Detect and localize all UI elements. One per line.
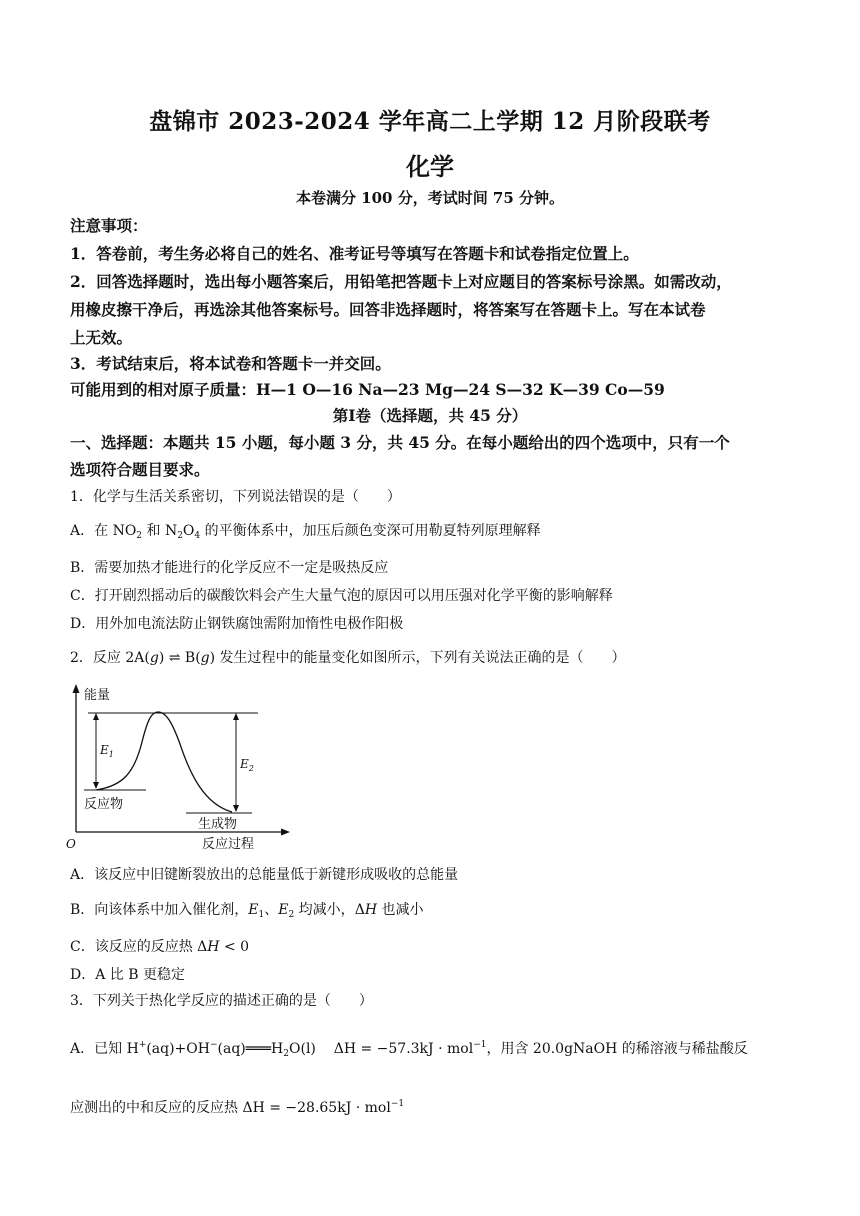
q1-a-mid: 和 [142,523,165,539]
e1-arrow-head-bottom [93,782,99,789]
q3-option-a-line-1 [70,1038,794,1059]
q3-a-line2-delta-h: ΔH = −28.65kJ · mol$^{-1}$ [242,1099,405,1116]
reactant-label: 反应物 [84,797,124,812]
symbol-delta-h: ΔH [354,902,378,918]
q3-a-suffix: ，用含 20.0gNaOH 的稀溶液与稀盐酸反 [486,1041,748,1057]
q1-option-c: C．打开剧烈摇动后的碳酸饮料会产生大量气泡的原因可以用压强对化学平衡的影响解释 [70,588,613,604]
q2-b-prefix: B．向该体系中加入催化剂， [70,902,249,918]
q3-a-delta-h: ΔH = −57.3kJ · mol$^{-1}$ [333,1040,487,1057]
section-instructions-line-2: 选项符合题目要求。 [70,460,210,479]
q2-option-c [70,936,794,956]
formula-no2: $NO_2$ [112,523,143,541]
subject-title: 化学 [406,152,454,181]
q1-a-suffix: 的平衡体系中，加压后颜色变深可用勒夏特列原理解释 [200,523,541,539]
x-axis-label: 反应过程 [202,837,255,852]
symbol-e1: $E_1$ [248,902,265,920]
q2-stem-prefix: 2．反应 [70,650,126,666]
q2-option-d: D．A 比 B 更稳定 [70,967,185,983]
energy-diagram [62,682,292,852]
q2-c-prefix: C．该反应的反应热 [70,939,198,955]
e2-arrow-head-bottom [233,805,239,812]
volume-title: 第Ⅰ卷（选择题，共 45 分） [332,406,528,425]
notice-item-2-line-1: 2．回答选择题时，选出每小题答案后，用铅笔把答题卡上对应题目的答案标号涂黑。如需改动， [70,272,732,291]
expr-delta-h-less-zero: ΔH < 0 [197,939,250,955]
q2-b-suffix: 也减小 [377,902,424,918]
q1-stem: 1．化学与生活关系密切，下列说法错误的是（ ） [70,489,401,505]
q3-option-a-line-2 [70,1097,794,1117]
origin-label: O [66,837,76,851]
symbol-e2: $E_2$ [278,902,295,920]
q3-a-prefix: A．已知 [70,1041,127,1057]
full-score-note: 本卷满分 100 分，考试时间 75 分钟。 [295,189,565,207]
notice-item-2-line-2: 用橡皮擦干净后，再选涂其他答案标号。回答非选择题时，将答案写在答题卡上。写在本试卷 [70,300,706,319]
e1-arrow-head-top [93,713,99,720]
q3-stem: 3．下列关于热化学反应的描述正确的是（ ） [70,993,373,1009]
atomic-masses: 可能用到的相对原子质量：H—1 O—16 Na—23 Mg—24 S—32 K—39 Co—59 [70,380,665,399]
q2-b-mid: 均减小， [294,902,355,918]
q2-stem-suffix: 发生过程中的能量变化如图所示，下列有关说法正确的是（ ） [215,650,626,666]
q2-option-b: B．向该体系中加入催化剂，$E_1$、$E_2$ 均减小，ΔH 也减小 [70,902,424,920]
section-instructions-line-1: 一、选择题：本题共 15 小题，每小题 3 分，共 45 分。在每小题给出的四个选项中，只有一个 [70,433,730,452]
q3-a-line2-prefix: 应测出的中和反应的反应热 [70,1100,243,1116]
product-label: 生成物 [198,817,238,832]
reaction-equation: 2A(g) ⇌ B(g) [125,650,216,666]
q1-option-d: D．用外加电流法防止钢铁腐蚀需附加惰性电极作阳极 [70,616,404,632]
notice-heading: 注意事项： [70,216,148,235]
q2-stem [70,647,794,667]
q1-option-b: B．需要加热才能进行的化学反应不一定是吸热反应 [70,560,389,576]
formula-n2o4: $N_2O_4$ [164,523,201,541]
e1-label: $E_1$ [100,743,114,759]
q2-option-a: A．该反应中旧键断裂放出的总能量低于新键形成吸收的总能量 [70,867,459,883]
q1-a-prefix: A．在 [70,523,113,539]
y-axis-label: 能量 [84,688,111,703]
notice-item-2-line-3: 上无效。 [70,328,133,347]
notice-item-3: 3．考试结束后，将本试卷和答题卡一并交回。 [70,354,391,373]
neutralization-equation: $H^+(aq)+OH^-(aq)═══H_2O(l)$ [126,1040,316,1059]
e2-label: $E_2$ [240,757,254,773]
y-axis-arrow [73,684,80,693]
exam-title: 盘锦市 2023-2024 学年高二上学期 12 月阶段联考 [149,108,711,135]
x-axis-arrow [281,829,290,836]
notice-item-1: 1．答卷前，考生务必将自己的姓名、准考证号等填写在答题卡和试卷指定位置上。 [70,244,639,263]
q1-option-a [70,520,794,541]
e2-arrow-head-top [233,713,239,720]
